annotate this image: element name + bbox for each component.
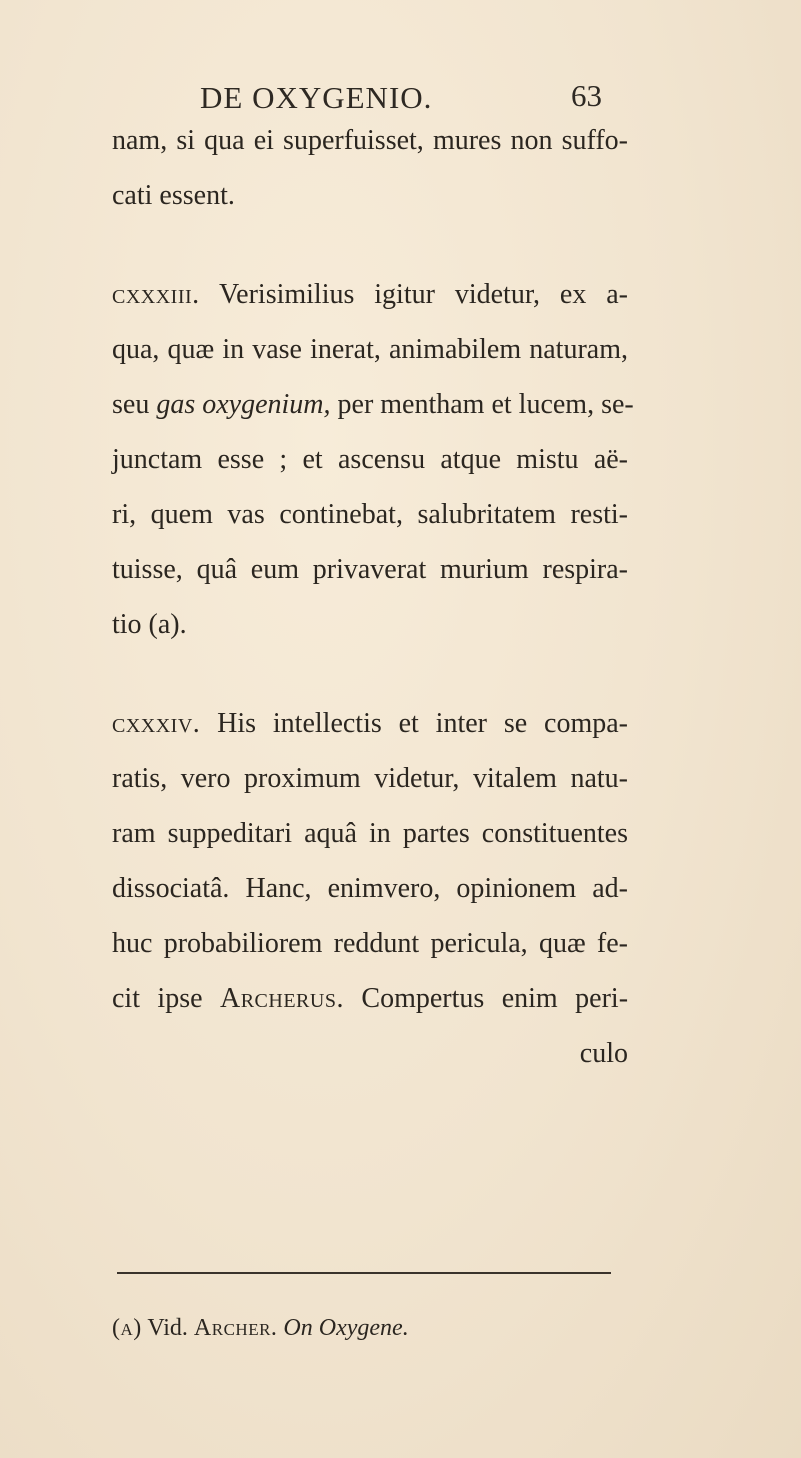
text-line: huc probabiliorem reddunt pericula, quæ fe- — [112, 928, 628, 959]
text-line: tio (a). — [112, 609, 187, 640]
page-number: 63 — [571, 78, 602, 113]
footnote — [112, 1315, 409, 1342]
footnote-text: Vid. — [147, 1315, 188, 1341]
text-line: junctam esse ; et ascensu atque mistu aë- — [112, 444, 628, 475]
text-line: cit ipse Archerus. Compertus enim peri- — [112, 983, 629, 1014]
footnote-marker: (a) — [112, 1315, 142, 1341]
paragraph-cxxxiii — [112, 267, 634, 652]
paragraph-cxxxiv — [112, 696, 628, 1081]
text-line: ram suppeditari aquâ in partes constituentes — [112, 818, 628, 849]
author-name: Archerus. — [219, 983, 344, 1014]
text-line: qua, quæ in vase inerat, animabilem naturam, — [112, 334, 628, 365]
footnote-author: Archer. — [193, 1315, 278, 1341]
section-number: cxxxiv. — [112, 708, 201, 739]
text-line: cati essent. — [112, 180, 235, 211]
text-line: dissociatâ. Hanc, enimvero, opinionem ad- — [112, 873, 628, 904]
text-line: ri, quem vas continebat, salubritatem resti- — [112, 499, 628, 530]
paragraph-continuation — [112, 113, 628, 223]
text-line: seu gas oxygenium, per mentham et lucem, se- — [112, 389, 634, 420]
footnote-title: On Oxygene. — [283, 1315, 409, 1341]
italic-term: gas oxygenium, — [156, 389, 331, 420]
text-line: nam, si qua ei superfuisset, mures non suffo- — [112, 125, 628, 156]
text-line: cxxxiii. Verisimilius igitur videtur, ex a- — [112, 279, 628, 310]
running-header-title: DE OXYGENIO. — [200, 80, 433, 115]
text-line: ratis, vero proximum videtur, vitalem natu- — [112, 763, 628, 794]
text-line: tuisse, quâ eum privaverat murium respira- — [112, 554, 628, 585]
catchword: culo — [579, 1038, 628, 1069]
section-number: cxxxiii. — [112, 279, 200, 310]
footnote-rule — [117, 1272, 611, 1274]
text-line: cxxxiv. His intellectis et inter se compa- — [112, 708, 628, 739]
